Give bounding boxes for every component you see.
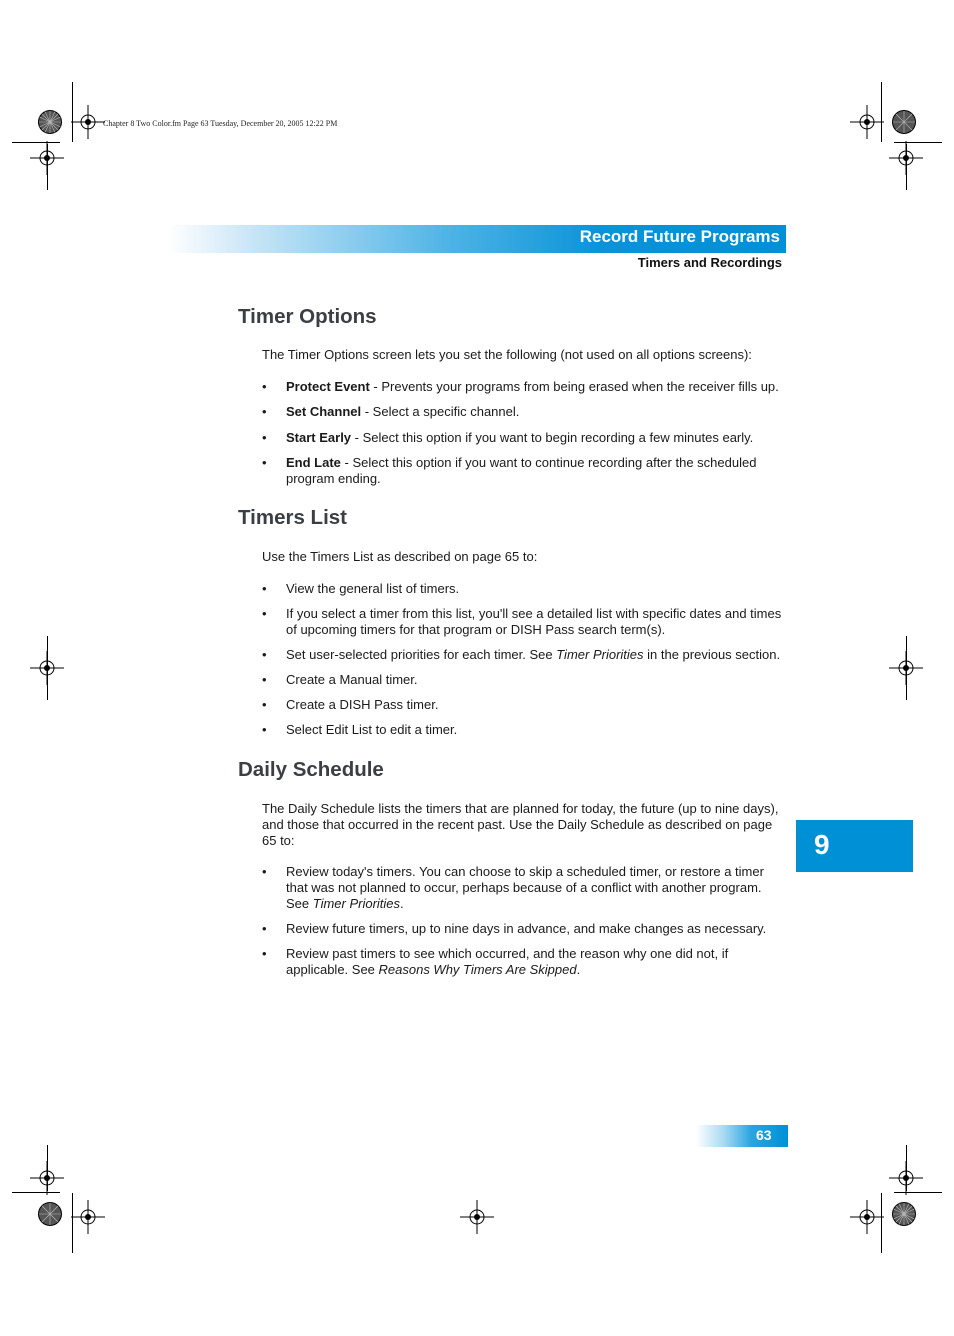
cross-reference: Timer Priorities	[312, 896, 401, 911]
registration-mark-icon	[850, 1200, 884, 1234]
item-text: .	[576, 962, 581, 977]
item-text: Review past timers to see which occurred, and the reason why one did not, if applicable. See	[286, 946, 729, 977]
list-item	[262, 379, 792, 395]
registration-mark-icon	[30, 141, 64, 175]
star-target-icon	[892, 110, 916, 134]
item-text: - Select a specific channel.	[361, 404, 520, 419]
star-target-icon	[38, 1202, 62, 1226]
paragraph: The Timer Options screen lets you set the following (not used on all options screens):	[262, 347, 752, 362]
item-label: Start Early	[286, 430, 352, 445]
item-text: - Select this option if you want to continue recording after the scheduled program ending.	[286, 455, 757, 486]
item-label: Set Channel	[286, 404, 362, 419]
list-item: • View the general list of timers.	[262, 581, 792, 597]
cross-reference: Timer Priorities	[556, 647, 644, 662]
heading-daily-schedule: Daily Schedule	[238, 758, 384, 781]
list-item	[262, 430, 792, 446]
list-item: • Create a Manual timer.	[262, 672, 792, 688]
item-text: - Prevents your programs from being erased when the receiver fills up.	[369, 379, 779, 394]
list-item	[262, 946, 792, 978]
heading-timer-options: Timer Options	[238, 305, 377, 328]
chapter-tab	[796, 820, 913, 872]
registration-mark-icon	[30, 651, 64, 685]
star-target-icon	[38, 110, 62, 134]
item-text: - Select this option if you want to begin recording a few minutes early.	[351, 430, 754, 445]
header-banner	[168, 225, 786, 253]
page-number-bar	[696, 1125, 788, 1147]
list-item	[262, 647, 792, 663]
print-slug: Chapter 8 Two Color.fm Page 63 Tuesday, December 20, 2005 12:22 PM	[103, 119, 338, 128]
list-item: • Select Edit List to edit a timer.	[262, 722, 792, 738]
list-item	[262, 404, 792, 420]
registration-mark-icon	[71, 1200, 105, 1234]
item-label: Protect Event	[286, 379, 370, 394]
section-subtitle: Timers and Recordings	[637, 255, 782, 270]
registration-mark-icon	[889, 141, 923, 175]
item-text: in the previous section.	[643, 647, 781, 662]
heading-timers-list: Timers List	[238, 506, 347, 529]
item-text: Set user-selected priorities for each timer. See	[286, 647, 557, 662]
list-item	[262, 455, 792, 487]
list-item	[262, 864, 792, 912]
item-label: End Late	[286, 455, 341, 470]
list-item: • If you select a timer from this list, you'll see a detailed list with specific dates and times of upcoming timers for that program or DISH Pass search term(s).	[262, 606, 792, 638]
list-item: • Review future timers, up to nine days in advance, and make changes as necessary.	[262, 921, 792, 937]
page-number: 63	[756, 1127, 772, 1143]
registration-mark-icon	[30, 1161, 64, 1195]
chapter-number: 9	[814, 829, 830, 860]
timers-list-list	[262, 581, 792, 738]
registration-mark-icon	[889, 1161, 923, 1195]
registration-mark-icon	[460, 1200, 494, 1234]
list-item: • Create a DISH Pass timer.	[262, 697, 792, 713]
item-text: .	[400, 896, 404, 911]
registration-mark-icon	[71, 105, 105, 139]
registration-mark-icon	[850, 105, 884, 139]
registration-mark-icon	[889, 651, 923, 685]
chapter-title: Record Future Programs	[579, 227, 780, 246]
timer-options-list	[262, 379, 792, 487]
item-text: Review today's timers. You can choose to skip a scheduled timer, or restore a timer that was not planned to occur, perhaps because of a conflict with another program. See	[286, 864, 764, 911]
daily-schedule-list	[262, 864, 792, 978]
paragraph: The Daily Schedule lists the timers that are planned for today, the future (up to nine days), and those that occurred in the recent past. Use the Daily Schedule as described on page 65 to:	[262, 801, 779, 848]
star-target-icon	[892, 1202, 916, 1226]
paragraph: Use the Timers List as described on page 65 to:	[262, 549, 538, 564]
cross-reference: Reasons Why Timers Are Skipped	[378, 962, 577, 977]
